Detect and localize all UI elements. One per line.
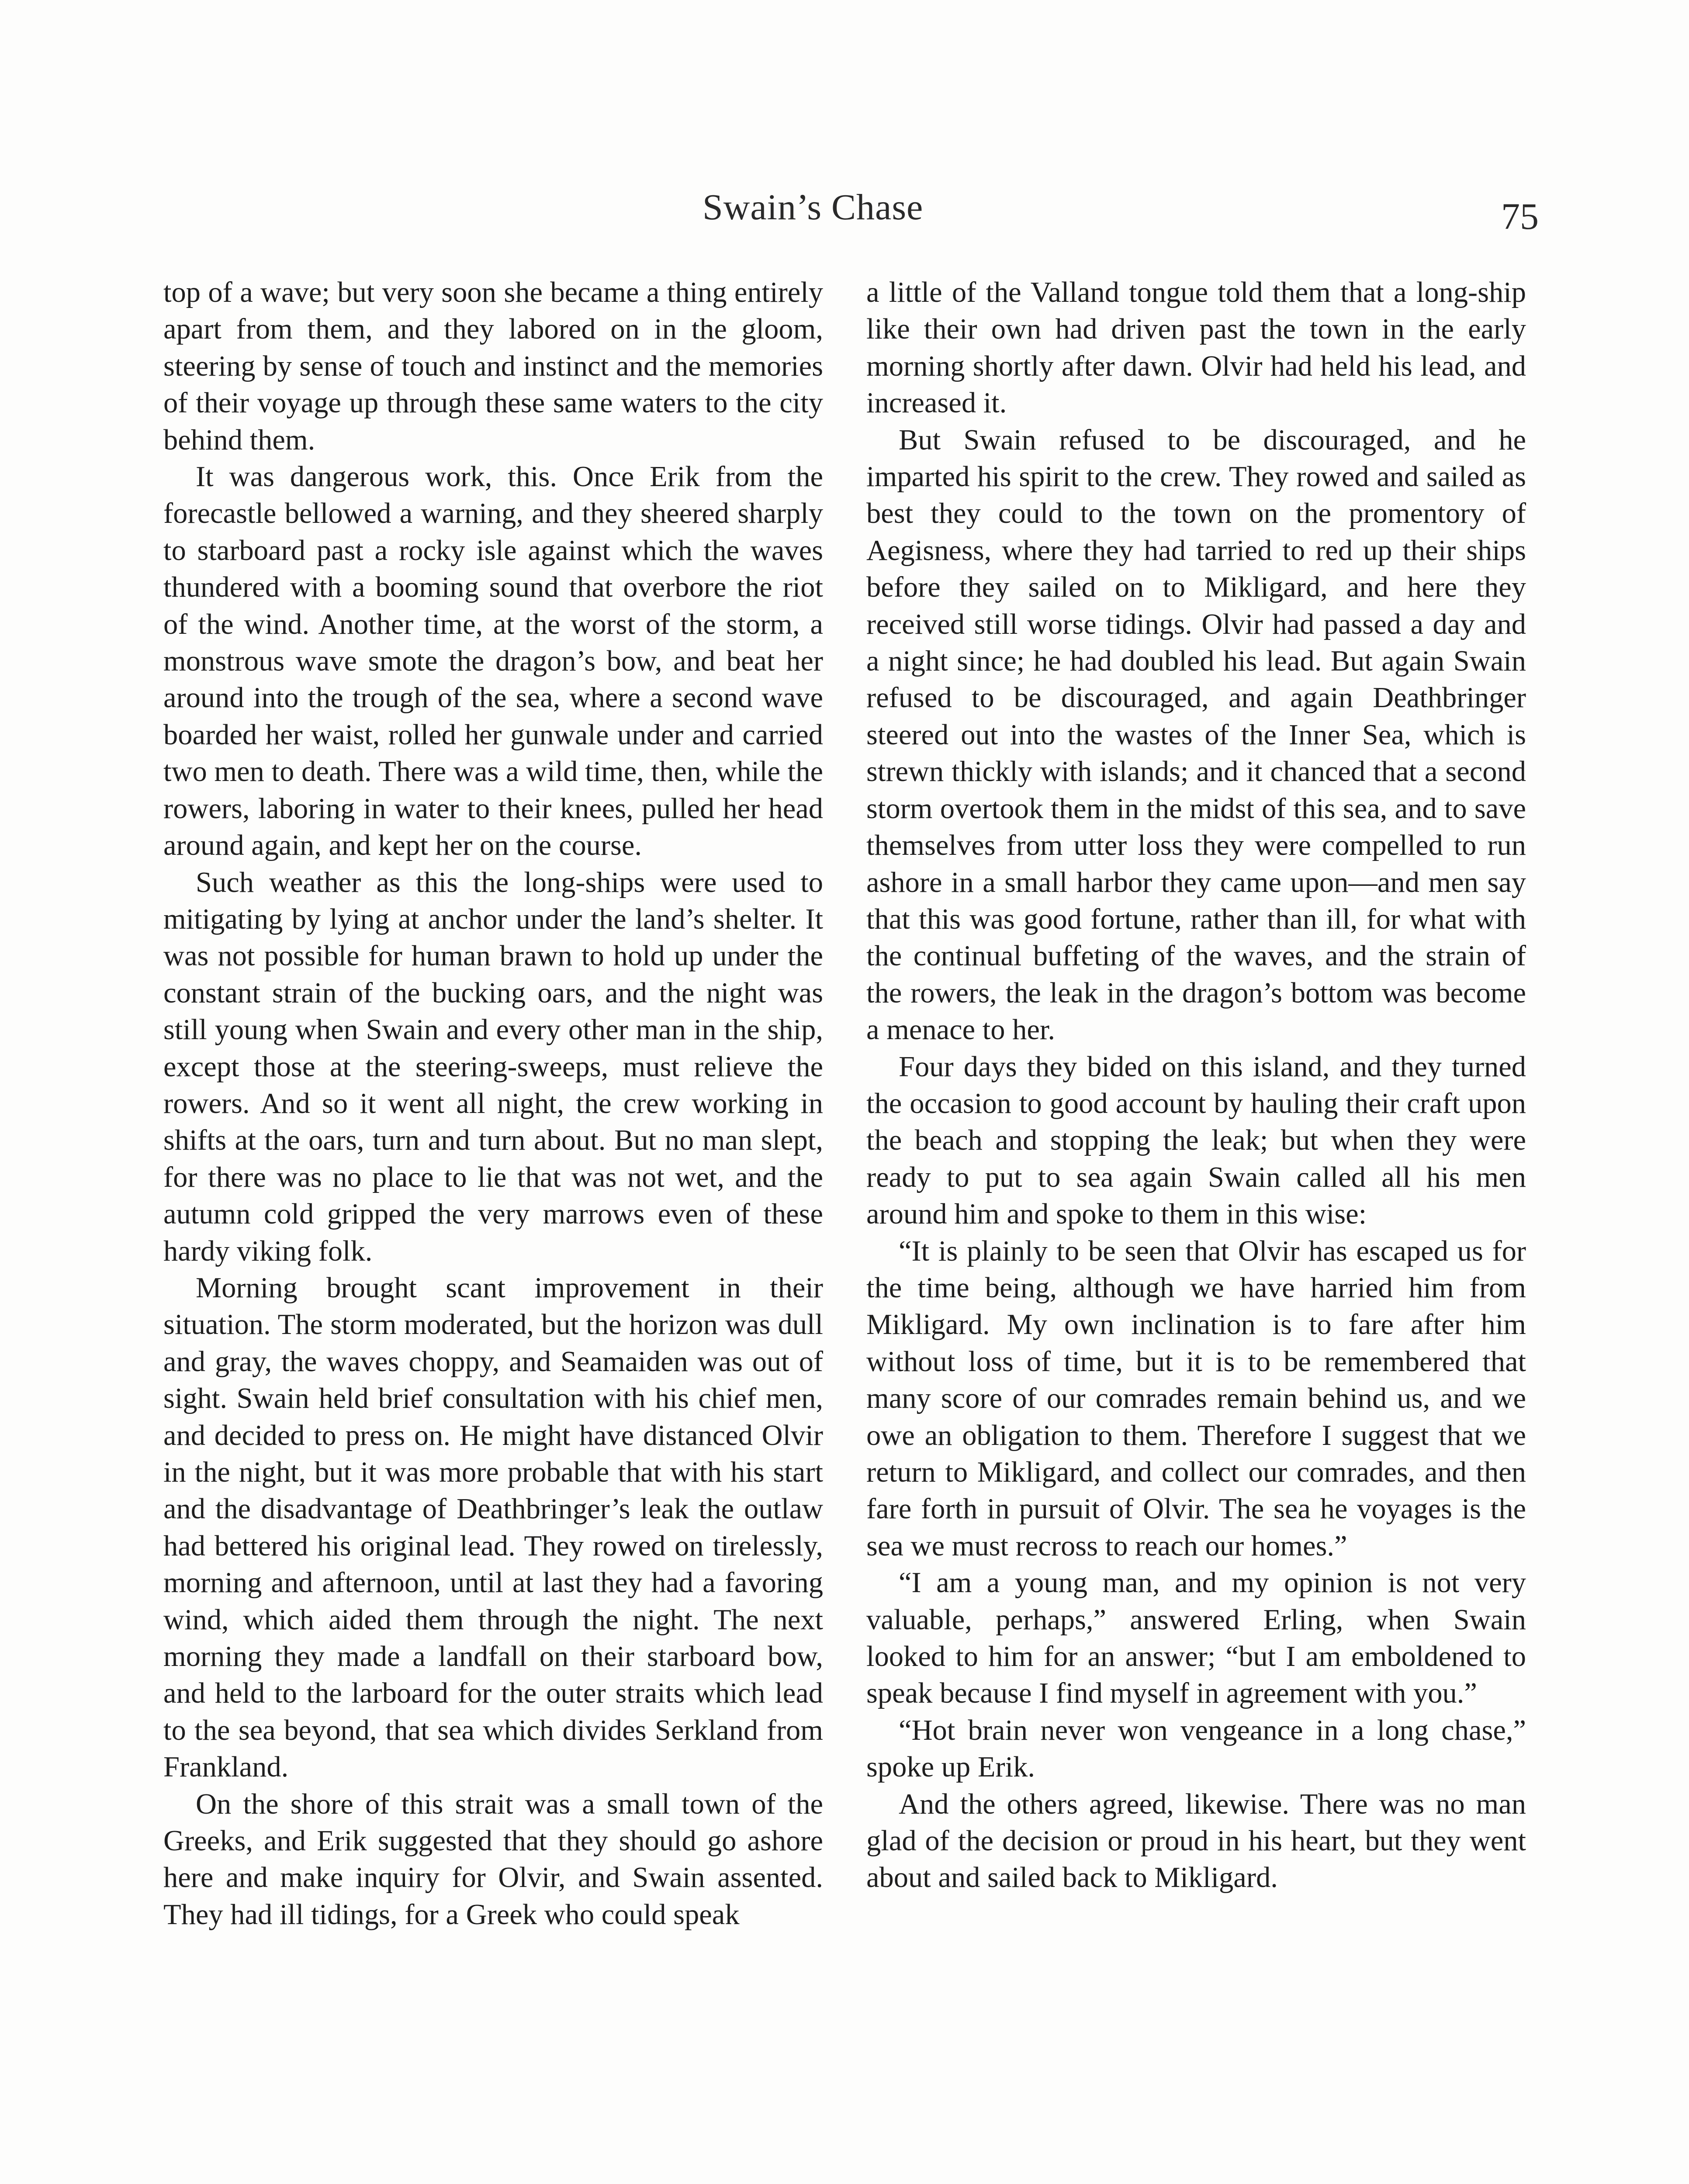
page-number: 75	[1501, 195, 1539, 237]
page-header	[0, 175, 1689, 240]
paragraph: And the others agreed, likewise. There was no man glad of the decision or proud in his heart, but they went about and sailed back to Mikligard.	[866, 1788, 1526, 1894]
paragraph: “It is plainly to be seen that Olvir has escaped us for the time being, although we have harried him from Mikligard. My own inclination is to fare after him without loss of time, but it is to be remembered that many score of our comrades remain behind us, and we owe an obligation to them. Therefore I suggest that we return to Mikligard, and collect our comrades, and then fare forth in pursuit of Olvir. The sea he voyages is the sea we must recross to reach our homes.”	[866, 1235, 1526, 1562]
left-text-column	[163, 274, 823, 1933]
paragraph: On the shore of this strait was a small town of the Greeks, and Erik suggested that they should go ashore here and make inquiry for Olvir, and Swain assented. They had ill tidings, for a Greek who could speak	[163, 1788, 823, 1931]
paragraph: Four days they bided on this island, and they turned the occasion to good account by hauling their craft upon the beach and stopping the leak; but when they were ready to put to sea again Swain called all his men around him and spoke to them in this wise:	[866, 1051, 1526, 1230]
running-title: Swain’s Chase	[703, 187, 924, 228]
paragraph: “Hot brain never won vengeance in a long chase,” spoke up Erik.	[866, 1714, 1526, 1783]
paragraph: a little of the Valland tongue told them that a long-ship like their own had driven past the town in the early morning shortly after dawn. Olvir had held his lead, and increased it.	[866, 276, 1526, 419]
paragraph: But Swain refused to be discouraged, and he imparted his spirit to the crew. They rowed and sailed as best they could to the town on the promentory of Aegisness, where they had tarried to red up their ships before they sailed on to Mikligard, and here they received still worse tidings. Olvir had passed a day and a night since; he had doubled his lead. But again Swain refused to be discouraged, and again Deathbringer steered out into the wastes of the Inner Sea, which is strewn thickly with islands; and it chanced that a second storm overtook them in the midst of this sea, and to save themselves from utter loss they were compelled to run ashore in a small harbor they came upon—and men say that this was good fortune, rather than ill, for what with the continual buffeting of the waves, and the strain of the rowers, the leak in the dragon’s bottom was become a menace to her.	[866, 424, 1526, 1046]
paragraph: “I am a young man, and my opinion is not very valuable, perhaps,” answered Erling, when Swain looked to him for an answer; “but I am emboldened to speak because I find myself in agreement with you.”	[866, 1567, 1526, 1710]
paragraph: Such weather as this the long-ships were used to mitigating by lying at anchor under the land’s shelter. It was not possible for human brawn to hold up under the constant strain of the bucking oars, and the night was still young when Swain and every other man in the ship, except those at the steering-sweeps, must relieve the rowers. And so it went all night, the crew working in shifts at the oars, turn and turn about. But no man slept, for there was no place to lie that was not wet, and the autumn cold gripped the very marrows even of these hardy viking folk.	[163, 866, 823, 1267]
paragraph: It was dangerous work, this. Once Erik from the forecastle bellowed a warning, and they sheered sharply to starboard past a rocky isle against which the waves thundered with a booming sound that overbore the riot of the wind. Another time, at the worst of the storm, a monstrous wave smote the dragon’s bow, and beat her around into the trough of the sea, where a second wave boarded her waist, rolled her gunwale under and carried two men to death. There was a wild time, then, while the rowers, laboring in water to their knees, pulled her head around again, and kept her on the course.	[163, 461, 823, 862]
paragraph: top of a wave; but very soon she became a thing entirely apart from them, and they labored on in the gloom, steering by sense of touch and instinct and the memories of their voyage up through these same waters to the city behind them.	[163, 276, 823, 456]
paragraph: Morning brought scant improvement in their situation. The storm moderated, but the horizon was dull and gray, the waves choppy, and Seamaiden was out of sight. Swain held brief consultation with his chief men, and decided to press on. He might have distanced Olvir in the night, but it was more probable that with his start and the disadvantage of Deathbringer’s leak the outlaw had bettered his original lead. They rowed on tirelessly, morning and afternoon, until at last they had a favoring wind, which aided them through the night. The next morning they made a landfall on their starboard bow, and held to the larboard for the outer straits which lead to the sea beyond, that sea which divides Serkland from Frankland.	[163, 1272, 823, 1783]
right-text-column	[866, 274, 1526, 1897]
